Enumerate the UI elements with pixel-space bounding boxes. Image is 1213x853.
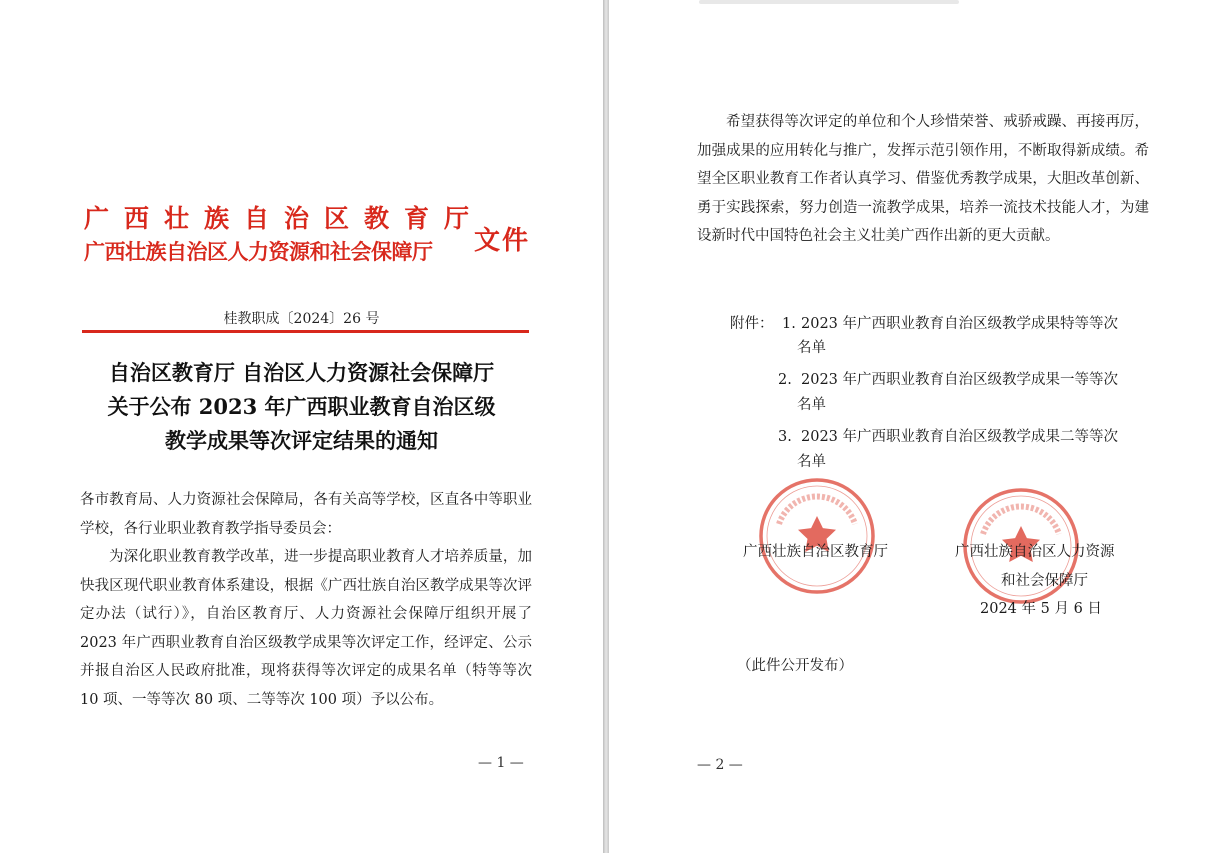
document-number: 桂教职成〔2024〕26 号	[223, 311, 380, 327]
main-paragraph: 为深化职业教育教学改革，进一步提高职业教育人才培养质量，加快我区现代职业教育体系建设，根据《广西壮族自治区教学成果等次评定办法（试行）》，自治区教育厅、人力资源社会保障厅组织开展了 2023 年广西职业教育自治区级教学成果等次评定工作，经评定、公示并报自治区人民政府批准，现将获得等次评定的成果名单（特等等次 10 项、一等等次 80 项、二等等次 100 项）予以公布。	[80, 549, 532, 708]
document-page-2	[609, 0, 1213, 853]
document-page-1	[0, 0, 603, 853]
page-number: — 1 —	[478, 755, 524, 771]
issuer-header	[84, 202, 484, 268]
issuer-hr-department: 广西壮族自治区人力资源和社会保障厅	[84, 239, 433, 264]
attachment-item: 2023 年广西职业教育自治区级教学成果特等等次	[801, 316, 1119, 332]
signer-hr-department: 广西壮族自治区人力资源	[955, 544, 1115, 560]
title-line: 关于公布 2023 年广西职业教育自治区级	[107, 394, 496, 419]
issuer-suffix: 文件	[474, 226, 531, 256]
signer-education-department: 广西壮族自治区教育厅	[743, 544, 888, 560]
attachment-number: 3.	[778, 429, 792, 445]
attachment-number: 1.	[782, 316, 796, 332]
attachment-item: 2023 年广西职业教育自治区级教学成果一等等次	[801, 372, 1119, 388]
official-seal-icon	[757, 476, 877, 596]
page-number: — 2 —	[697, 757, 743, 773]
attachment-label: 附件：	[730, 316, 774, 332]
issue-date: 2024 年 5 月 6 日	[980, 601, 1102, 617]
attachment-item-cont: 名单	[797, 454, 826, 470]
red-separator-line	[82, 330, 529, 333]
attachment-item-cont: 名单	[797, 340, 826, 356]
closing-paragraph: 希望获得等次评定的单位和个人珍惜荣誉、戒骄戒躁、再接再厉，加强成果的应用转化与推广，发挥示范引领作用，不断取得新成绩。希望全区职业教育工作者认真学习、借鉴优秀教学成果，大胆改革创新、勇于实践探索，努力创造一流教学成果，培养一流技术技能人才，为建设新时代中国特色社会主义壮美广西作出新的更大贡献。	[697, 114, 1149, 244]
release-note: （此件公开发布）	[737, 658, 853, 674]
signer-hr-department-cont: 和社会保障厅	[1001, 573, 1088, 589]
title-line: 教学成果等次评定结果的通知	[165, 428, 438, 453]
title-line: 自治区教育厅 自治区人力资源社会保障厅	[108, 360, 495, 385]
salutation: 各市教育局、人力资源社会保障局，各有关高等学校，区直各中等职业学校，各行业职业教育教学指导委员会：	[80, 492, 532, 537]
attachment-number: 2.	[778, 372, 792, 388]
attachment-item-cont: 名单	[797, 397, 826, 413]
issuer-education-department: 广西壮族自治区教育厅	[84, 204, 485, 233]
document-title	[60, 356, 543, 458]
attachment-item: 2023 年广西职业教育自治区级教学成果二等等次	[801, 429, 1119, 445]
scan-shadow	[699, 0, 959, 4]
body-text	[80, 486, 532, 714]
